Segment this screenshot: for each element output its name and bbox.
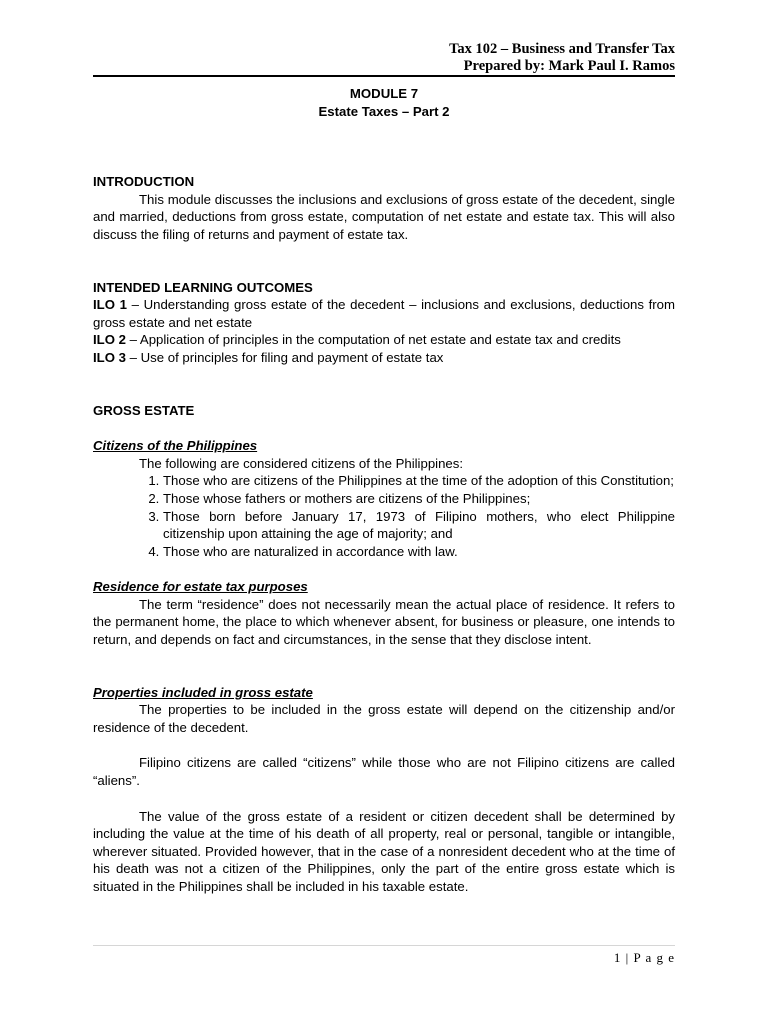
residence-text: The term “residence” does not necessarily mean the actual place of residence. It refers to the permanent home, the place to which whenever absent, for business or pleasure, one intends to return, and depends on fact and circumstances, in the sense that they disclose intent. bbox=[93, 596, 675, 648]
introduction-text: This module discusses the inclusions and exclusions of gross estate of the decedent, single and married, deductions from gross estate, computation of net estate and estate tax. This will also discuss the filing of returns and payment of estate tax. bbox=[93, 191, 675, 242]
page-footer bbox=[614, 950, 675, 966]
properties-subheading: Properties included in gross estate bbox=[93, 684, 313, 700]
list-item: 2. Those whose fathers or mothers are citizens of the Philippines; bbox=[163, 490, 675, 508]
author-line: Prepared by: Mark Paul I. Ramos bbox=[463, 58, 675, 74]
properties-paragraph: The properties to be included in the gross estate will depend on the citizenship and/or residence of the decedent. bbox=[93, 702, 675, 735]
ilo-label: ILO 1 bbox=[93, 297, 127, 313]
list-item: 4. Those who are naturalized in accordance with law. bbox=[163, 543, 675, 561]
ilo-item bbox=[93, 349, 675, 367]
document-body bbox=[93, 85, 675, 896]
properties-paragraph: The value of the gross estate of a resident or citizen decedent shall be determined by including the value at the time of his death of all property, real or personal, tangible or intangible, wherever situated. Provided however, that in the case of a nonresident decedent who at the time of his death was not a citizen of the Philippines, only the part of the entire gross estate which is situated in the Philippines shall be included in his taxable estate. bbox=[93, 808, 675, 894]
module-subtitle: Estate Taxes – Part 2 bbox=[318, 103, 450, 119]
ilo-text: – Understanding gross estate of the decedent – inclusions and exclusions, deductions from gross estate and net estate bbox=[93, 297, 675, 330]
ilo-item bbox=[93, 331, 675, 349]
ilo-label: ILO 2 bbox=[93, 332, 126, 348]
introduction-heading: INTRODUCTION bbox=[93, 174, 195, 190]
header-divider bbox=[93, 75, 675, 77]
ilo-item bbox=[93, 296, 675, 331]
residence-subheading: Residence for estate tax purposes bbox=[93, 579, 308, 595]
ilo-text: – Application of principles in the computation of net estate and estate tax and credits bbox=[125, 332, 621, 348]
citizens-list bbox=[93, 472, 675, 560]
footer-divider bbox=[93, 945, 675, 946]
page-number: 1 bbox=[613, 950, 622, 965]
module-title: MODULE 7 bbox=[349, 86, 419, 101]
ilo-label: ILO 3 bbox=[93, 349, 126, 365]
ilo-heading: INTENDED LEARNING OUTCOMES bbox=[93, 279, 313, 295]
ilo-text: – Use of principles for filing and payment of estate tax bbox=[125, 349, 444, 365]
course-title: Tax 102 – Business and Transfer Tax bbox=[449, 41, 675, 57]
properties-paragraph: Filipino citizens are called “citizens” while those who are not Filipino citizens are called “aliens”. bbox=[93, 755, 675, 789]
page-header bbox=[449, 41, 675, 75]
citizens-intro: The following are considered citizens of the Philippines: bbox=[139, 455, 464, 471]
citizens-subheading: Citizens of the Philippines bbox=[93, 438, 258, 454]
list-item: 3. Those born before January 17, 1973 of Filipino mothers, who elect Philippine citizenship upon attaining the age of majority; and bbox=[163, 508, 675, 543]
list-item: 1. Those who are citizens of the Philippines at the time of the adoption of this Constitution; bbox=[163, 472, 675, 490]
footer-separator: | bbox=[625, 950, 630, 965]
page-label: P a g e bbox=[633, 950, 675, 965]
gross-estate-heading: GROSS ESTATE bbox=[93, 402, 195, 418]
